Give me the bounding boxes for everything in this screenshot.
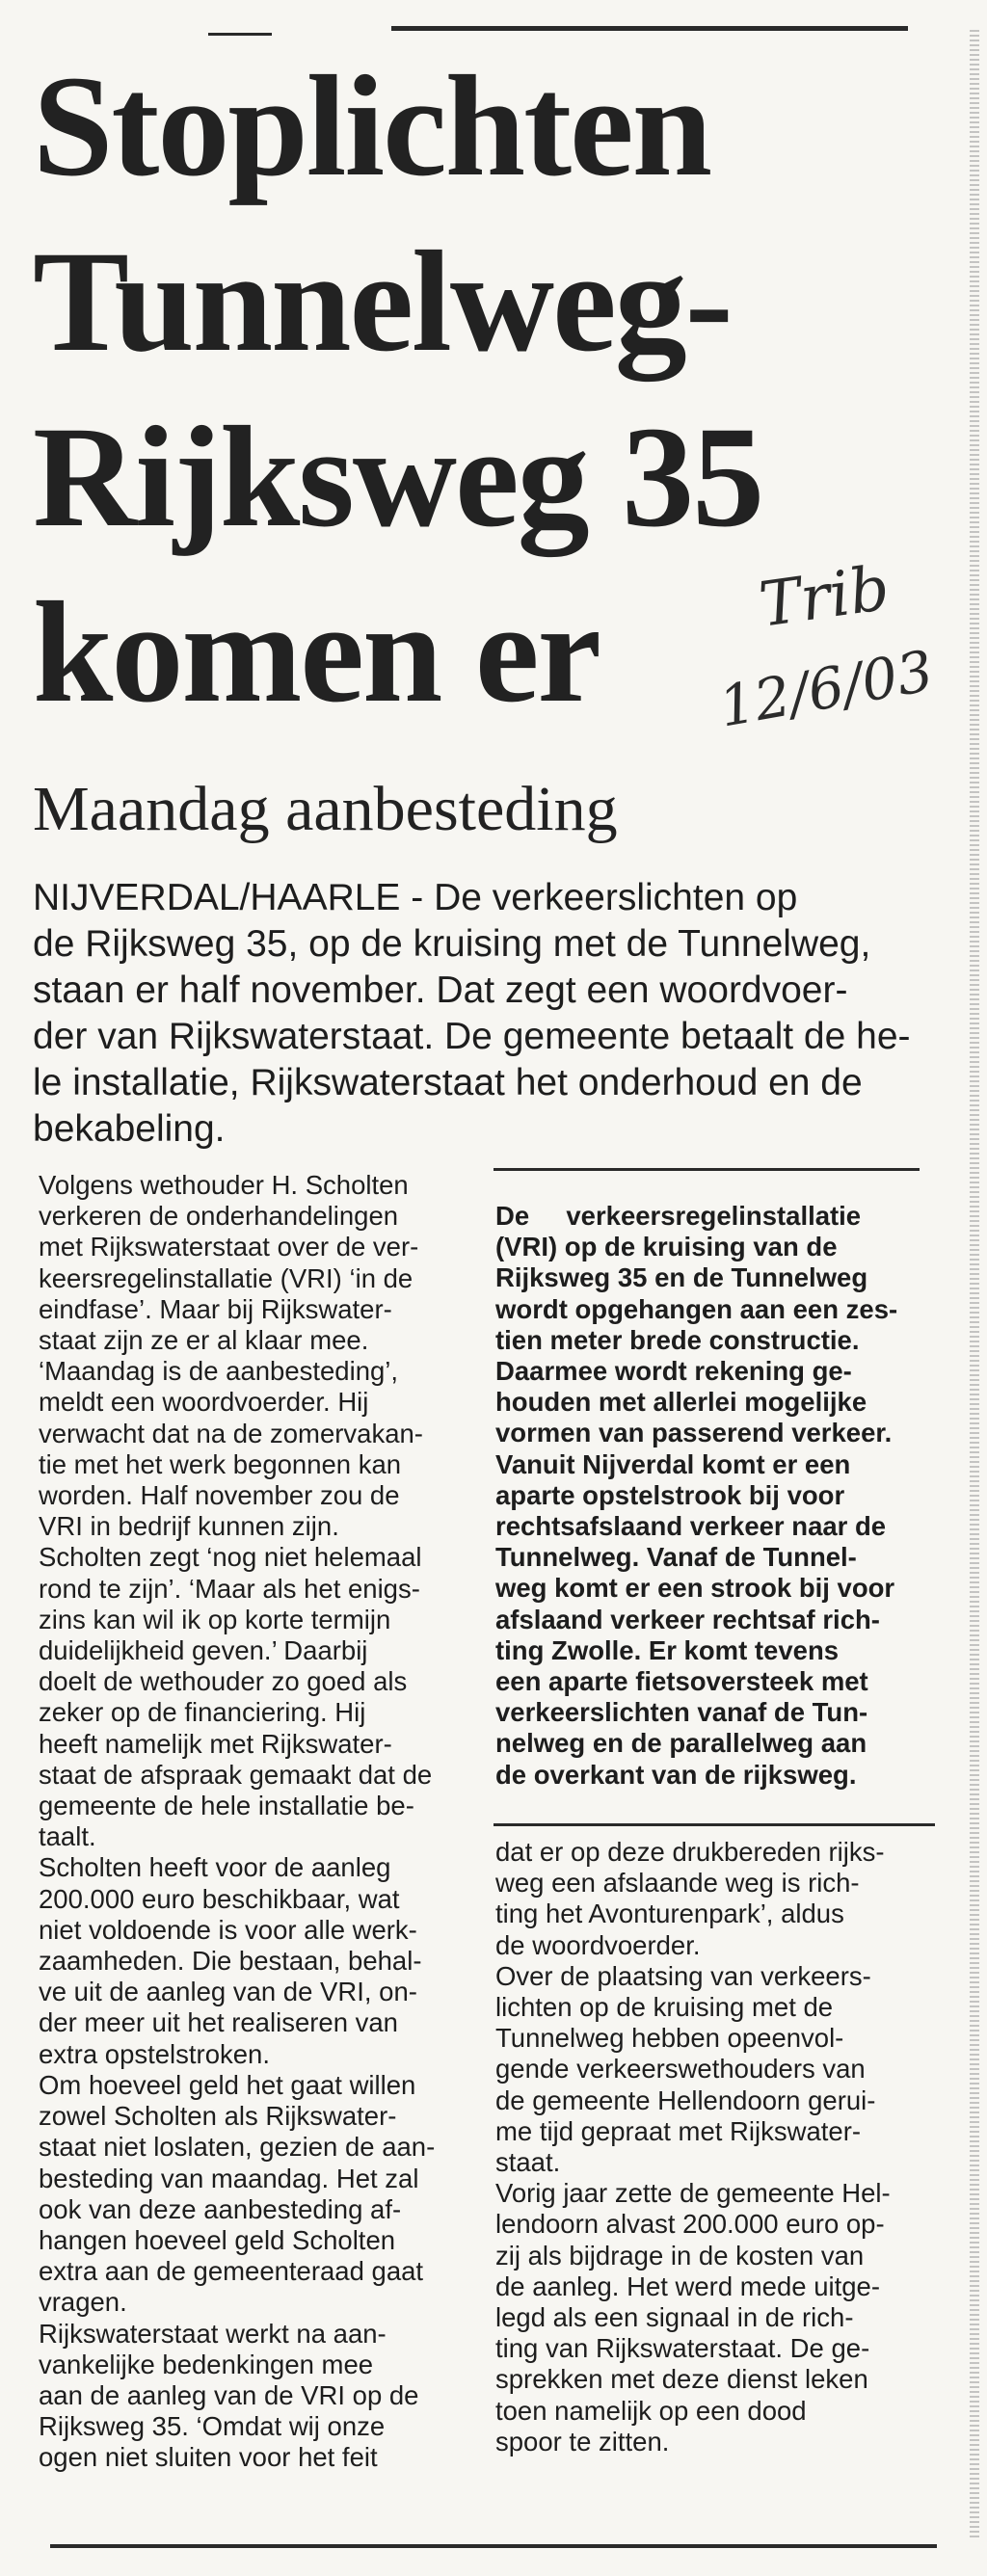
intro-line: le installatie, Rijkswaterstaat het onderhoud en de — [33, 1062, 863, 1103]
left-column-line: vankelijke bedenkingen mee — [39, 2349, 374, 2379]
left-column-line: 200.000 euro beschikbaar, wat — [39, 1883, 400, 1914]
subheadline: Maandag aanbesteding — [33, 774, 618, 844]
sidebar-box-line: Daarmee wordt rekening ge- — [495, 1356, 852, 1387]
left-column-line: ve uit de aanleg van de VRI, on- — [39, 1977, 417, 2007]
sidebar-box-line: verkeerslichten vanaf de Tun- — [495, 1697, 868, 1728]
scan-edge — [970, 29, 979, 2537]
intro-line: bekabeling. — [33, 1108, 226, 1150]
left-column-line: staat niet loslaten, gezien de aan- — [39, 2132, 436, 2163]
top-rule-short — [208, 33, 272, 36]
right-column-line: dat er op deze drukbereden rijks- — [495, 1837, 885, 1867]
right-column-line: de aanleg. Het werd mede uitge- — [495, 2271, 880, 2301]
sidebar-box — [495, 1201, 948, 1791]
sidebar-box-line: aparte opstelstrook bij voor — [495, 1479, 845, 1510]
left-column-line: extra aan de gemeenteraad gaat — [39, 2256, 424, 2287]
left-column-line: staat de afspraak gemaakt dat de — [39, 1759, 433, 1790]
left-column-line: niet voldoende is voor alle werk- — [39, 1914, 417, 1945]
right-column-line: ting het Avonturenpark’, aldus — [495, 1899, 844, 1929]
right-column-line: toen namelijk op een dood — [495, 2395, 807, 2426]
headline-line-4: komen er — [33, 572, 600, 732]
headline-line-1: Stoplichten — [33, 46, 711, 206]
left-column-line: Scholten heeft voor de aanleg — [39, 1852, 391, 1883]
handwritten-note — [713, 540, 945, 752]
left-column-line: worden. Half november zou de — [39, 1480, 400, 1511]
left-column — [39, 1170, 472, 2474]
right-column-line: me tijd gepraat met Rijkswater- — [495, 2115, 862, 2146]
sidebar-box-line: (VRI) op de kruising van de — [495, 1232, 838, 1262]
intro-paragraph — [33, 875, 956, 1153]
sidebar-box-line: houden met allerlei mogelijke — [495, 1387, 867, 1418]
sidebar-box-line: een aparte fietsoversteek met — [495, 1666, 868, 1697]
top-rule-long — [391, 26, 908, 31]
left-column-line: ook van deze aanbesteding af- — [39, 2193, 402, 2224]
left-column-line: ‘Maandag is de aanbesteding’, — [39, 1356, 399, 1387]
left-column-line: meldt een woordvoerder. Hij — [39, 1387, 369, 1418]
left-column-line: zeker op de financiering. Hij — [39, 1697, 366, 1728]
left-column-line: ogen niet sluiten voor het feit — [39, 2442, 378, 2473]
right-column-line: lendoorn alvast 200.000 euro op- — [495, 2209, 885, 2240]
left-column-line: der meer uit het realiseren van — [39, 2007, 398, 2038]
left-column-line: rond te zijn’. ‘Maar als het enigs- — [39, 1573, 420, 1604]
sidebar-box-line: Tunnelweg. Vanaf de Tunnel- — [495, 1542, 857, 1573]
right-column-line: gende verkeerswethouders van — [495, 2054, 866, 2085]
right-column — [495, 1837, 948, 2457]
left-column-line: tie met het werk begonnen kan — [39, 1448, 402, 1479]
bottom-rule — [50, 2544, 937, 2548]
sidebar-box-line: rechtsafslaand verkeer naar de — [495, 1511, 887, 1542]
left-column-line: staat zijn ze er al klaar mee. — [39, 1325, 369, 1356]
left-column-line: Scholten zegt ‘nog niet helemaal — [39, 1542, 422, 1573]
intro-line: NIJVERDAL/HAARLE - De verkeerslichten op — [33, 877, 798, 918]
sidebar-box-line: weg komt er een strook bij voor — [495, 1573, 895, 1604]
left-column-line: taalt. — [39, 1821, 96, 1852]
right-column-line: Over de plaatsing van verkeers- — [495, 1960, 871, 1991]
left-column-line: Rijkswaterstaat werkt na aan- — [39, 2318, 387, 2349]
left-column-line: gemeente de hele installatie be- — [39, 1791, 414, 1821]
left-column-line: verkeren de onderhandelingen — [39, 1201, 399, 1232]
left-column-line: besteding van maandag. Het zal — [39, 2163, 419, 2193]
right-column-line: staat. — [495, 2147, 561, 2178]
box-top-rule — [494, 1168, 920, 1171]
left-column-line: zins kan wil ik op korte termijn — [39, 1604, 391, 1634]
right-column-line: spoor te zitten. — [495, 2426, 670, 2456]
left-column-line: duidelijkheid geven.’ Daarbij — [39, 1635, 368, 1666]
left-column-line: verwacht dat na de zomervakan- — [39, 1418, 423, 1448]
intro-line: staan er half november. Dat zegt een woordvoer- — [33, 969, 848, 1011]
right-column-line: de woordvoerder. — [495, 1929, 701, 1960]
sidebar-box-line: tien meter brede constructie. — [495, 1324, 860, 1355]
left-column-line: zaamheden. Die bestaan, behal- — [39, 1946, 422, 1977]
left-column-line: vragen. — [39, 2287, 127, 2318]
left-column-line: hangen hoeveel geld Scholten — [39, 2224, 396, 2255]
sidebar-box-line: vormen van passerend verkeer. — [495, 1418, 893, 1448]
sidebar-box-line: ting Zwolle. Er komt tevens — [495, 1634, 840, 1665]
left-column-line: met Rijkswaterstaat over de ver- — [39, 1232, 419, 1262]
left-column-line: eindfase’. Maar bij Rijkswater- — [39, 1293, 392, 1324]
right-column-line: de gemeente Hellendoorn gerui- — [495, 2085, 876, 2115]
left-column-line: Volgens wethouder H. Scholten — [39, 1170, 409, 1200]
left-column-line: heeft namelijk met Rijkswater- — [39, 1728, 392, 1759]
headline-line-3: Rijksweg 35 — [33, 397, 763, 557]
left-column-line: Rijksweg 35. ‘Omdat wij onze — [39, 2411, 386, 2442]
sidebar-box-line: de overkant van de rijksweg. — [495, 1759, 857, 1790]
right-column-line: ting van Rijkswaterstaat. De ge- — [495, 2333, 870, 2364]
left-column-line: zowel Scholten als Rijkswater- — [39, 2101, 397, 2132]
left-column-line: extra opstelstroken. — [39, 2038, 270, 2069]
intro-line: der van Rijkswaterstaat. De gemeente betaalt de he- — [33, 1016, 911, 1057]
right-column-line: Vorig jaar zette de gemeente Hel- — [495, 2178, 891, 2209]
right-column-line: zij als bijdrage in de kosten van — [495, 2240, 865, 2271]
sidebar-box-line: wordt opgehangen aan een zes- — [495, 1293, 898, 1324]
sidebar-box-line: Vanuit Nijverdal komt er een — [495, 1448, 851, 1479]
intro-line: de Rijksweg 35, op de kruising met de Tunnelweg, — [33, 923, 871, 965]
sidebar-box-line: nelweg en de parallelweg aan — [495, 1728, 867, 1759]
left-column-line: VRI in bedrijf kunnen zijn. — [39, 1511, 339, 1542]
headline-line-2: Tunnelweg- — [33, 222, 732, 382]
right-column-line: weg een afslaande weg is rich- — [495, 1868, 860, 1899]
right-column-line: sprekken met deze dienst leken — [495, 2364, 868, 2395]
right-column-line: legd als een signaal in de rich- — [495, 2302, 854, 2333]
left-column-line: Om hoeveel geld het gaat willen — [39, 2069, 416, 2100]
handwritten-note-line-1: Trib — [755, 552, 894, 642]
sidebar-box-line: afslaand verkeer rechtsaf rich- — [495, 1604, 880, 1634]
box-bottom-rule — [494, 1823, 935, 1826]
left-column-line: aan de aanleg van de VRI op de — [39, 2379, 419, 2410]
sidebar-box-line: De verkeersregelinstallatie — [495, 1201, 862, 1231]
right-column-line: Tunnelweg hebben opeenvol- — [495, 2023, 844, 2054]
handwritten-note-line-2: 12/6/03 — [713, 637, 938, 740]
left-column-line: keersregelinstallatie (VRI) ‘in de — [39, 1262, 413, 1293]
sidebar-box-line: Rijksweg 35 en de Tunnelweg — [495, 1262, 868, 1293]
left-column-line: doelt de wethouder zo goed als — [39, 1666, 408, 1697]
right-column-line: lichten op de kruising met de — [495, 1992, 834, 2023]
